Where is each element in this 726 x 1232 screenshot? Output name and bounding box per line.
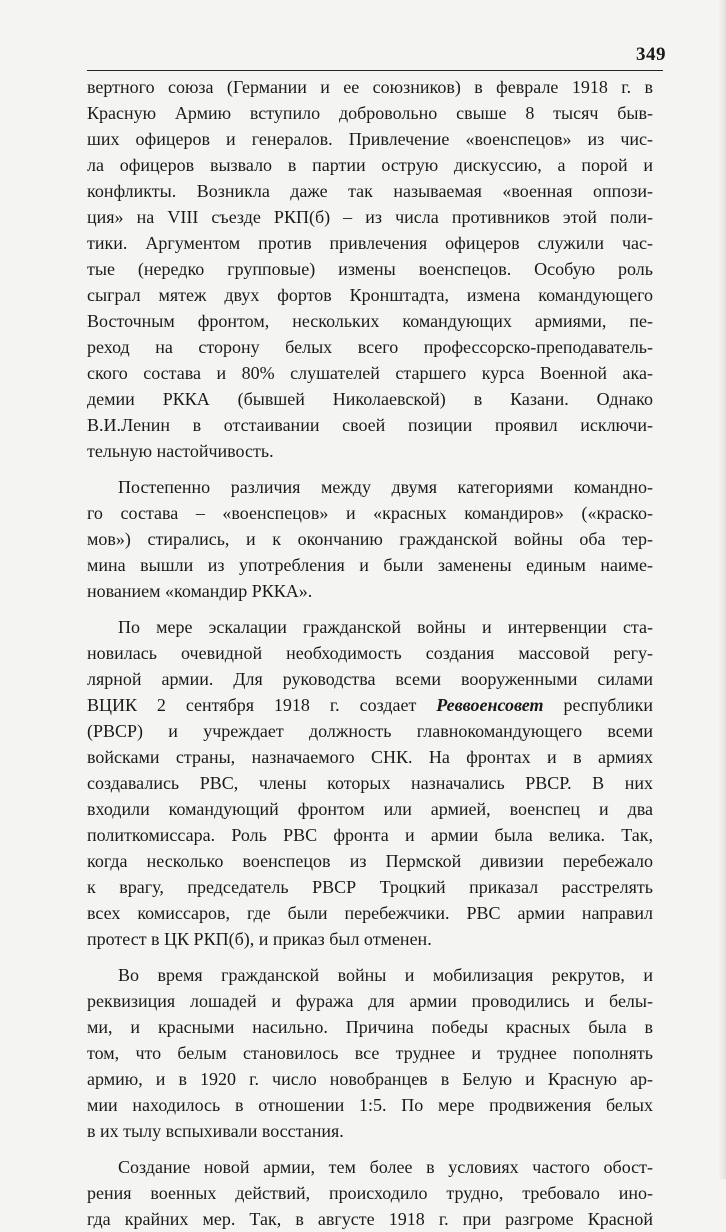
- text-line: ших офицеров и генералов. Привлечение «военспецов» из чис-: [87, 129, 653, 149]
- text-line: вертного союза (Германии и ее союзников) в феврале 1918 г. в: [87, 77, 653, 97]
- paragraph-3: [87, 614, 653, 952]
- text-line: В.И.Ленин в отстаивании своей позиции проявил исключи-: [87, 415, 653, 435]
- text-segment: ВЦИК 2 сентября 1918 г. создает: [87, 695, 417, 715]
- text-line: демии РККА (бывшей Николаевской) в Казани. Однако: [87, 389, 653, 409]
- text-line: реквизиция лошадей и фуража для армии проводились и белы-: [87, 991, 653, 1011]
- text-line: всех комиссаров, где были перебежчики. РВС армии направил: [87, 903, 653, 923]
- text-line: ского состава и 80% слушателей старшего курса Военной ака-: [87, 363, 653, 383]
- text-line: конфликты. Возникла даже так называемая «военная оппози-: [87, 181, 653, 201]
- text-line: ми, и красными насильно. Причина победы красных была в: [87, 1017, 653, 1037]
- text-line: входили командующий фронтом или армией, военспец и два: [87, 799, 653, 819]
- text-line: новилась очевидной необходимость создания массовой регу-: [87, 643, 653, 663]
- text-line: создавались РВС, члены которых назначались РВСР. В них: [87, 773, 653, 793]
- text-line: сыграл мятеж двух фортов Кронштадта, измена командующего: [87, 285, 653, 305]
- paragraph-5: [87, 1154, 653, 1232]
- text-line: тики. Аргументом против привлечения офицеров служили час-: [87, 233, 653, 253]
- text-line: гда крайних мер. Так, в августе 1918 г. при разгроме Красной: [87, 1209, 653, 1229]
- text-segment: республики: [563, 695, 653, 715]
- text-line: Во время гражданской войны и мобилизация рекрутов, и: [118, 965, 653, 985]
- text-line: Создание новой армии, тем более в условиях частого обост-: [118, 1157, 653, 1177]
- text-line: к врагу, председатель РВСР Троцкий приказал расстрелять: [87, 877, 653, 897]
- text-line: лярной армии. Для руководства всеми вооруженными силами: [87, 669, 653, 689]
- text-line: реход на сторону белых всего профессорско-преподаватель-: [87, 337, 653, 357]
- text-line: Красную Армию вступило добровольно свыше 8 тысяч быв-: [87, 103, 653, 123]
- text-line: когда несколько военспецов из Пермской дивизии перебежало: [87, 851, 653, 871]
- text-line: ла офицеров вызвало в партии острую дискуссию, а порой и: [87, 155, 653, 175]
- text-block: [87, 74, 653, 1232]
- text-line: ция» на VIII съезде РКП(б) – из числа противников этой поли-: [87, 207, 653, 227]
- page-number: 349: [636, 44, 666, 65]
- paragraph-2: [87, 474, 653, 604]
- term-revvoensovet: Реввоенсовет: [436, 695, 544, 715]
- text-line: тые (нередко групповые) измены военспецов. Особую роль: [87, 259, 653, 279]
- text-line: протест в ЦК РКП(б), и приказ был отменен.: [87, 929, 432, 949]
- text-line: го состава – «военспецов» и «красных командиров» («краско-: [87, 503, 653, 523]
- text-line: рения военных действий, происходило трудно, требовало ино-: [87, 1183, 653, 1203]
- text-line: (РВСР) и учреждает должность главнокомандующего всеми: [87, 721, 653, 741]
- page-edge-shadow: [718, 0, 726, 1179]
- text-line: По мере эскалации гражданской войны и интервенции ста-: [118, 617, 653, 637]
- text-line: мов») стирались, и к окончанию гражданской войны оба тер-: [87, 529, 653, 549]
- header-rule: [87, 70, 663, 71]
- text-line: политкомиссара. Роль РВС фронта и армии была велика. Так,: [87, 825, 653, 845]
- text-line: Постепенно различия между двумя категориями командно-: [118, 477, 653, 497]
- text-line: армию, и в 1920 г. число новобранцев в Белую и Красную ар-: [87, 1069, 653, 1089]
- text-line: в их тылу вспыхивали восстания.: [87, 1121, 344, 1141]
- text-line: войсками страны, назначаемого СНК. На фронтах и в армиях: [87, 747, 653, 767]
- text-line: Восточным фронтом, нескольких командующих армиями, пе-: [87, 311, 653, 331]
- text-line: мии находилось в отношении 1:5. По мере продвижения белых: [87, 1095, 653, 1115]
- text-line: тельную настойчивость.: [87, 441, 274, 461]
- text-line: том, что белым становилось все труднее и труднее пополнять: [87, 1043, 653, 1063]
- paragraph-1: [87, 74, 653, 464]
- text-line: нованием «командир РККА».: [87, 581, 313, 601]
- text-line: мина вышли из употребления и были заменены единым наиме-: [87, 555, 653, 575]
- text-line-with-term: [87, 692, 653, 718]
- paragraph-4: [87, 962, 653, 1144]
